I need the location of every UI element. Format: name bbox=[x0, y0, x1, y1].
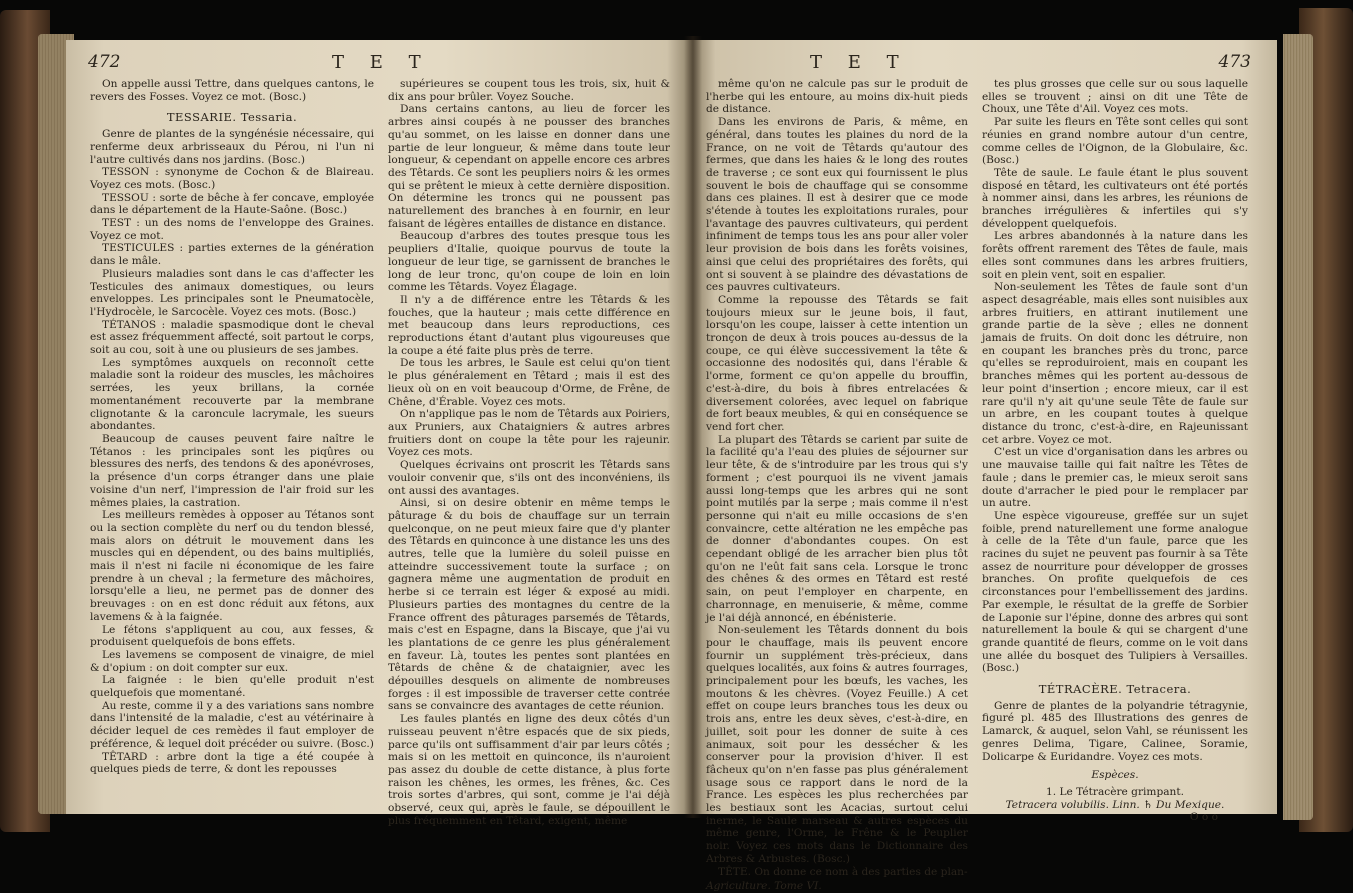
paragraph: TESSOU : sorte de bêche à fer concave, employée dans le département de la Haute-Saône. (Bosc.) bbox=[90, 191, 374, 217]
paragraph: Genre de plantes de la syngénésie nécessaire, qui renferme deux arbrisseaux du Pérou, ni l'un ni l'autre cultivés dans nos jardins. (Bosc.) bbox=[90, 128, 374, 166]
paragraph: Par suite les fleurs en Tête sont celles qui sont réunies en grand nombre autour d'un centre, comme celles de l'Oignon, de la Globulaire, &c. (Bosc.) bbox=[982, 116, 1248, 167]
paragraph: La faignée : le bien qu'elle produit n'est quelquefois que momentané. bbox=[90, 674, 374, 700]
paragraph: même qu'on ne calcule pas sur le produit de l'herbe qui les entoure, au moins dix-huit pieds de distance. bbox=[706, 78, 968, 116]
paragraph: Les faules plantés en ligne des deux côtés d'un ruisseau peuvent n'être espacés que de six pieds, parce qu'ils ont suffisamment d'air par leurs côtés ; mais si on les mettoit en quinconce, ils n'auroient pas assez du double de cette distance, à plus forte raison les chênes, les ormes, les frênes, &c. Ces trois sortes d'arbres, qui sont, comme je l'ai déjà observé, ceux qui, après le faule, se dépouillent le plus fréquemment en Têtard, exigent, même bbox=[388, 713, 670, 827]
paragraph: La plupart des Têtards se carient par suite de la facilité qu'a l'eau des pluies de séjourner sur leur tête, & de s'introduire par les trous qui s'y forment ; c'est pourquoi ils ne vivent jamais aussi long-temps que les arbres qui ne sont point mutilés par la serpe ; mais comme il n'est personne qui n'ait eu mille occasions de s'en convaincre, cette altération ne les empêche pas de donner d'abondantes coupes. On est cependant obligé de les arracher bien plus tôt qu'on ne l'eût fait sans cela. Lorsque le tronc des chênes & des ormes en Têtard est resté sain, on peut l'employer en charpente, en charronnage, en menuiserie, & même, comme je l'ai déjà annoncé, en ébénisterie. bbox=[706, 433, 968, 624]
article-heading: TÉTRACÈRE. Tetracera. bbox=[1038, 682, 1192, 697]
page-signature: Agriculture. Tome VI. bbox=[706, 880, 822, 893]
paragraph: Il n'y a de différence entre les Têtards & les fouches, que la hauteur ; mais cette différence en met beaucoup dans leurs reproductions, ces reproductions étant d'autant plus vigoureuses que la coupe a été faite plus près de terre. bbox=[388, 293, 670, 357]
paragraph: Les meilleurs remèdes à opposer au Tétanos sont ou la section complète du nerf ou du tendon blessé, mais alors on détruit le mouvement dans les muscles qui en dépendent, ou des bains multipliés, mais il n'est ni facile ni économique de les faire prendre à un cheval ; la fermeture des mâchoires, lorsqu'elle a lieu, ne permet pas de donner des breuvages : on en est donc réduit aux fétons, aux lavemens & à la faignée. bbox=[90, 509, 374, 623]
paragraph: Les arbres abandonnés à la nature dans les forêts offrent rarement des Têtes de faule, mais elles sont communes dans les arbres fruitiers, soit en plein vent, soit en espalier. bbox=[982, 230, 1248, 281]
left-column-2 bbox=[388, 78, 670, 827]
paragraph: supérieures se coupent tous les trois, six, huit & dix ans pour brûler. Voyez Souche. bbox=[388, 78, 670, 103]
paragraph: Beaucoup d'arbres des toutes presque tous les peupliers d'Italie, quoique pourvus de toute la longueur de leur tige, se garnissent de branches le long de leur tronc, qu'on coupe de loin en loin comme les Têtards. Voyez Élagage. bbox=[388, 230, 670, 294]
paragraph: Non-seulement les Têtes de faule sont d'un aspect desagréable, mais elles sont nuisibles aux arbres fruitiers, en attirant inutilement une grande partie de la sève ; elles ne donnent jamais de fruits. On doit donc les détruire, non en coupant les branches près du tronc, parce qu'elles se reproduiroient, mais en coupant les branches mêmes qui les portent au-dessous de leur point d'insertion ; encore mieux, car il est rare qu'il n'y ait qu'une seule Tête de faule sur un arbre, en les coupant toutes à quelque distance du tronc, c'est-à-dire, en Rajeunissant cet arbre. Voyez ce mot. bbox=[982, 281, 1248, 446]
right-column-2 bbox=[982, 78, 1248, 824]
right-page-header bbox=[692, 48, 1277, 74]
left-page-header bbox=[66, 48, 692, 74]
paragraph: De tous les arbres, le Saule est celui qu'on tient le plus généralement en Têtard ; mais il est des lieux où on en voit beaucoup d'Orme, de Frêne, de Chêne, d'Érable. Voyez ces mots. bbox=[388, 357, 670, 408]
article-heading: TESSARIE. Tessaria. bbox=[166, 110, 298, 125]
page-edges-right bbox=[1283, 34, 1313, 820]
paragraph: On appelle aussi Tettre, dans quelques cantons, le revers des Fosses. Voyez ce mot. (Bosc.) bbox=[90, 78, 374, 103]
paragraph: Beaucoup de causes peuvent faire naître le Tétanos : les principales sont les piqûres ou blessures des nerfs, des tendons & des aponévroses, la présence d'un corps étranger dans une plaie voisine d'un nerf, l'impression de l'air froid sur les mêmes plaies, la castration. bbox=[90, 432, 374, 509]
paragraph: Tête de saule. Le faule étant le plus souvent disposé en têtard, les cultivateurs ont été portés à nommer ainsi, dans les arbres, les réunions de branches irrégulières & infertiles qui s'y développent quelquefois. bbox=[982, 166, 1248, 230]
paragraph: Une espèce vigoureuse, greffée sur un sujet foible, prend naturellement une forme analogue à celle de la Tête d'un faule, parce que les racines du sujet ne peuvent pas fournir à sa Tête assez de nourriture pour développer de grosses branches. On profite quelquefois de ces circonstances pour l'embellissement des jardins. Par exemple, le résultat de la greffe de Sorbier de Laponie sur l'épine, donne des arbres qui sont naturellement la boule & qui se chargent d'une grande quantité de fleurs, comme on le voit dans une allée du bosquet des Tulipiers à Versailles. (Bosc.) bbox=[982, 509, 1248, 675]
right-page-number: 473 bbox=[1218, 52, 1251, 72]
paragraph: Au reste, comme il y a des variations sans nombre dans l'intensité de la maladie, c'est au vétérinaire à décider lequel de ces remèdes il faut employer de préférence, & lequel doit précéder ou suivre. (Bosc.) bbox=[90, 699, 374, 750]
section-heading: Espèces. bbox=[1091, 769, 1139, 782]
paragraph: Comme la repousse des Têtards se fait toujours mieux sur le jeune bois, il faut, lorsqu'on les coupe, laisser à cette intention un tronçon de deux à trois pouces au-dessus de la coupe, ce qui élève successivement la tête & occasionne des nodosités qui, dans l'érable & l'orme, forment ce qu'on appelle du brouffin, c'est-à-dire, du bois à fibres entrelacées & diversement colorées, avec lequel on fabrique de fort beaux meubles, & qui en conséquence se vend fort cher. bbox=[706, 293, 968, 433]
paragraph: TÊTARD : arbre dont la tige a été coupée à quelques pieds de terre, & dont les repousses bbox=[90, 750, 374, 776]
paragraph: Le fétons s'appliquent au cou, aux fesses, & produisent quelquefois de bons effets. bbox=[90, 623, 374, 649]
species-entry-latin: Tetracera volubilis. Linn. ♄ Du Mexique. bbox=[1005, 798, 1225, 811]
left-page bbox=[66, 40, 692, 827]
right-column-1 bbox=[706, 78, 968, 893]
paragraph: On n'applique pas le nom de Têtards aux Poiriers, aux Pruniers, aux Chataigniers & autres arbres fruitiers dont on coupe la tête pour les rajeunir. Voyez ces mots. bbox=[388, 408, 670, 459]
species-entry: 1. Le Tétracère grimpant. bbox=[1045, 785, 1185, 798]
paragraph: C'est un vice d'organisation dans les arbres ou une mauvaise taille qui fait naître les Têtes de faule ; dans le premier cas, le mieux seroit sans doute d'arracher le pied pour le remplacer par un autre. bbox=[982, 446, 1248, 510]
paragraph: TÉTANOS : maladie spasmodique dont le cheval est assez fréquemment affecté, soit partout le corps, soit au cou, soit à une ou plusieurs de ses jambes. bbox=[90, 318, 374, 357]
paragraph: Plusieurs maladies sont dans le cas d'affecter les Testicules des animaux domestiques, ou leurs enveloppes. Les principales sont le Pneumatocèle, l'Hydrocèle, le Sarcocèle. Voyez ces mots. (Bosc.) bbox=[90, 267, 374, 318]
book-gutter bbox=[684, 36, 702, 818]
paragraph: Les symptômes auxquels on reconnoît cette maladie sont la roideur des muscles, les mâchoires serrées, les yeux brillans, la cornée momentanément recouverte par la membrane clignotante & la caroncule lacrymale, les sueurs abondantes. bbox=[90, 356, 374, 433]
paragraph: Les lavemens se composent de vinaigre, de miel & d'opium : on doit compter sur eux. bbox=[90, 648, 374, 674]
left-page-number: 472 bbox=[88, 52, 121, 72]
left-column-1 bbox=[90, 78, 374, 776]
paragraph: Genre de plantes de la polyandrie tétragynie, figuré pl. 485 des Illustrations des genres de Lamarck, & auquel, selon Vahl, se réunissent les genres Delima, Tigare, Calinee, Soramie, Dolicarpe & Euridandre. Voyez ces mots. bbox=[982, 699, 1248, 763]
paragraph: Non-seulement les Têtards donnent du bois pour le chauffage, mais ils peuvent encore fournir un supplément très-précieux, dans quelques localités, aux foins & autres fourrages, principalement pour les bœufs, les vaches, les moutons & les chèvres. (Voyez Feuille.) A cet effet on coupe leurs branches tous les deux ou trois ans, entre les deux sèves, c'est-à-dire, en juillet, soit pour les donner de suite à ces animaux, soit pour les dessécher & les conserver pour la provision d'hiver. Il est fâcheux qu'on n'en fasse pas plus généralement usage sous ce rapport dans le nord de la France. Les espèces les plus recherchées par les bestiaux sont les Acacias, surtout celui inerme, le Saule marseau & autres espèces du même genre, l'Orme, le Frêne & le Peuplier noir. Voyez ces mots dans le Dictionnaire des Arbres & Arbustes. (Bosc.) bbox=[706, 624, 968, 865]
right-page bbox=[692, 40, 1277, 893]
paragraph: Dans certains cantons, au lieu de forcer les arbres ainsi coupés à ne pousser des branches qu'au sommet, on les laisse en donner dans une partie de leur longueur, & même dans toute leur longueur, & cependant on appelle encore ces arbres des Têtards. Ce sont les peupliers noirs & les ormes qui se prêtent le mieux à cette dernière disposition. On détermine les troncs qui ne poussent pas naturellement des branches à en fournir, en leur faisant de légères entailles de distance en distance. bbox=[388, 103, 670, 230]
paragraph: TÊTE. On donne ce nom à des parties de plan- bbox=[718, 865, 968, 878]
left-running-head: T E T bbox=[332, 52, 431, 73]
paragraph: Ainsi, si on desire obtenir en même temps le pâturage & du bois de chauffage sur un terrain quelconque, on ne peut mieux faire que d'y planter des Têtards en quinconce à une distance les uns des autres, telle que la lumière du soleil puisse en atteindre successivement toute la surface ; on gagnera même une augmentation de produit en herbe si ce terrain est léger & exposé au midi. Plusieurs parties des montagnes du centre de la France offrent des pâturages parsemés de Têtards, mais c'est en Espagne, dans la Biscaye, que j'ai vu les plantations de ce genre les plus généralement en faveur. Là, toutes les pentes sont plantées en Têtards de chêne & de chataignier, avec les dépouilles desquels on alimente de nombreuses forges : il est impossible de traverser cette contrée sans se convaincre des avantages de cette réunion. bbox=[388, 497, 670, 713]
signature-mark: O o o bbox=[1189, 811, 1218, 824]
paragraph: TESTICULES : parties externes de la génération dans le mâle. bbox=[90, 242, 374, 268]
paragraph: tes plus grosses que celle sur ou sous laquelle elles se trouvent ; ainsi on dit une Tête de Choux, une Tête d'Ail. Voyez ces mots. bbox=[982, 78, 1248, 116]
paragraph: TESSON : synonyme de Cochon & de Blaireau. Voyez ces mots. (Bosc.) bbox=[90, 166, 374, 191]
paragraph: Quelques écrivains ont proscrit les Têtards sans vouloir convenir que, s'ils ont des inconvéniens, ils ont aussi des avantages. bbox=[388, 459, 670, 497]
paragraph: TEST : un des noms de l'enveloppe des Graines. Voyez ce mot. bbox=[90, 217, 374, 242]
right-running-head: T E T bbox=[810, 52, 909, 73]
paragraph: Dans les environs de Paris, & même, en général, dans toutes les plaines du nord de la France, on ne voit de Têtards qu'autour des fermes, que dans les haies & le long des routes de traverse ; ce sont eux qui fournissent le plus souvent le bois de chauffage qui se consomme dans ces plaines. Il est à desirer que ce mode s'étende à toutes les exploitations rurales, pour l'avantage des pauvres cultivateurs, qui perdent infiniment de temps tous les ans pour aller voler leur provision de bois dans les forêts voisines, ainsi que celui des propriétaires des forêts, qui ont si souvent à se plaindre des dévastations de ces pauvres cultivateurs. bbox=[706, 116, 968, 294]
